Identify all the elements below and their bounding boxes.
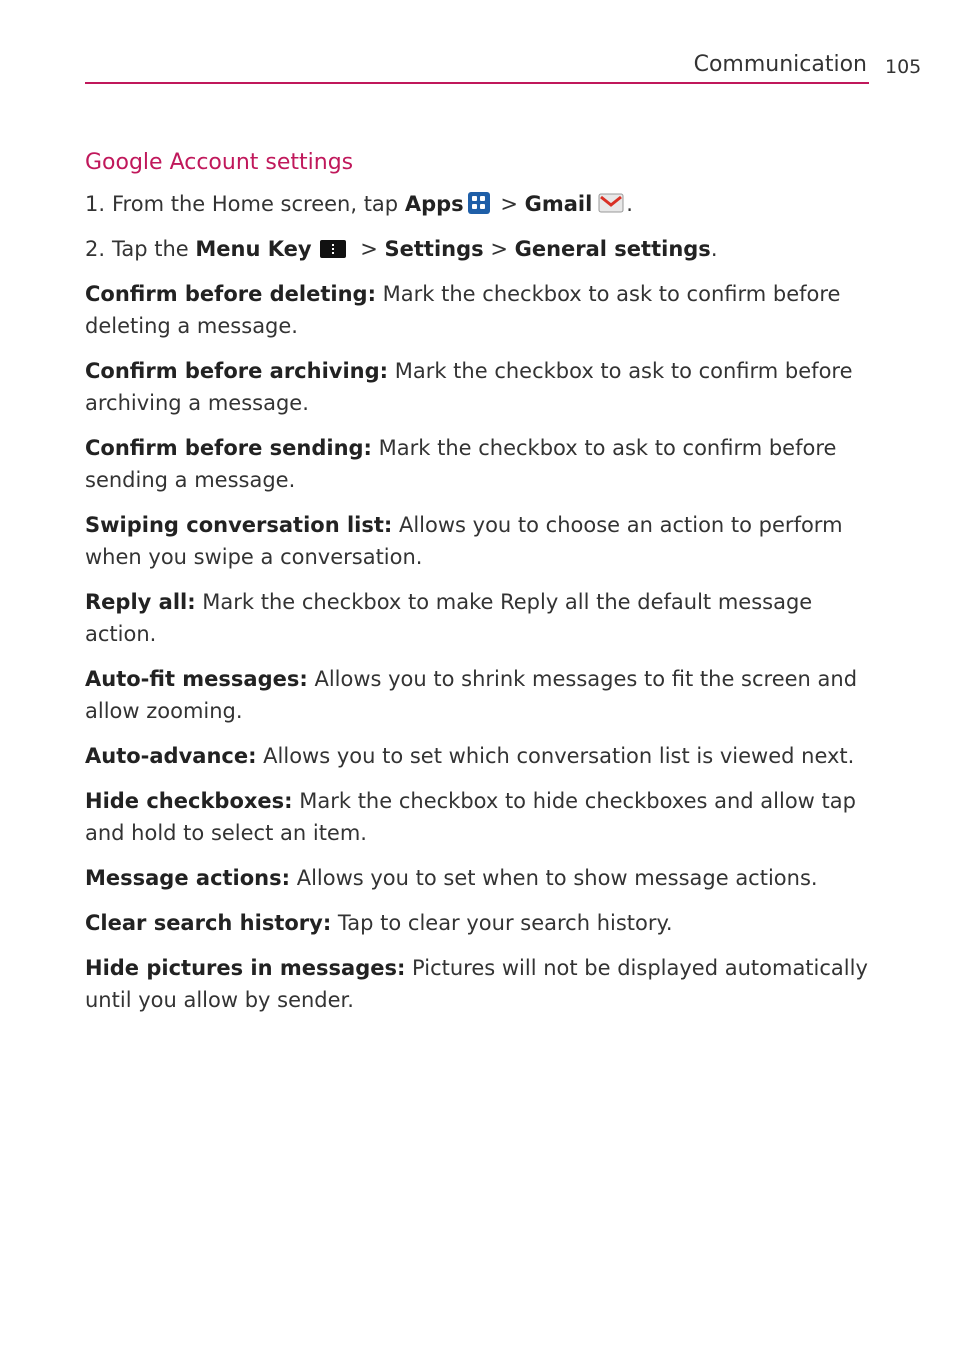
setting-description: Allows you to shrink messages to fit the screen and allow zooming. (85, 667, 858, 723)
gmail-icon (598, 192, 624, 214)
setting-description: Mark the checkbox to make Reply all the default message action. (85, 590, 813, 646)
setting-description: Allows you to set which conversation list is viewed next. (256, 744, 855, 768)
gmail-label: Gmail (524, 192, 593, 216)
step-end: . (710, 237, 718, 261)
setting-description: Allows you to choose an action to perform when you swipe a conversation. (85, 513, 843, 569)
apps-label: Apps (404, 192, 464, 216)
setting-term: Message actions: (85, 866, 291, 890)
setting-term: Reply all: (85, 590, 196, 614)
setting-item (85, 862, 885, 894)
setting-item (85, 907, 885, 939)
step-2 (85, 233, 885, 265)
setting-term: Auto-fit messages: (85, 667, 308, 691)
settings-label: Settings (384, 237, 484, 261)
step-number: 1. (85, 192, 106, 216)
step-separator: > (493, 192, 525, 216)
setting-term: Clear search history: (85, 911, 332, 935)
setting-item (85, 740, 885, 772)
step-separator: > (483, 237, 515, 261)
setting-item (85, 355, 885, 419)
menu-key-label: Menu Key (195, 237, 312, 261)
setting-description: Tap to clear your search history. (331, 911, 673, 935)
setting-description: Mark the checkbox to ask to confirm before sending a message. (85, 436, 837, 492)
setting-description: Mark the checkbox to ask to confirm before archiving a message. (85, 359, 853, 415)
step-end: . (626, 192, 633, 216)
setting-item (85, 278, 885, 342)
setting-item (85, 586, 885, 650)
step-separator: > (353, 237, 385, 261)
page-header (85, 50, 869, 84)
setting-item (85, 785, 885, 849)
page-number: 105 (885, 56, 922, 78)
step-text: Tap the (112, 237, 196, 261)
setting-description: Mark the checkbox to ask to confirm before deleting a message. (85, 282, 841, 338)
setting-term: Swiping conversation list: (85, 513, 393, 537)
setting-item (85, 952, 885, 1016)
step-number: 2. (85, 237, 106, 261)
setting-description: Allows you to set when to show message actions. (290, 866, 818, 890)
setting-item (85, 432, 885, 496)
setting-item (85, 663, 885, 727)
setting-term: Confirm before deleting: (85, 282, 376, 306)
apps-icon (468, 192, 490, 214)
setting-term: Hide pictures in messages: (85, 956, 406, 980)
general-settings-label: General settings (514, 237, 711, 261)
step-1 (85, 188, 885, 220)
section-title: Google Account settings (85, 150, 354, 175)
setting-description: Mark the checkbox to hide checkboxes and allow tap and hold to select an item. (85, 789, 856, 845)
setting-term: Confirm before sending: (85, 436, 372, 460)
header-title: Communication (693, 52, 867, 77)
setting-term: Auto-advance: (85, 744, 257, 768)
setting-item (85, 509, 885, 573)
menu-key-icon (320, 240, 346, 258)
setting-description: Pictures will not be displayed automatically until you allow by sender. (85, 956, 868, 1012)
content (85, 188, 885, 1029)
setting-term: Confirm before archiving: (85, 359, 389, 383)
step-text: From the Home screen, tap (112, 192, 405, 216)
setting-term: Hide checkboxes: (85, 789, 293, 813)
